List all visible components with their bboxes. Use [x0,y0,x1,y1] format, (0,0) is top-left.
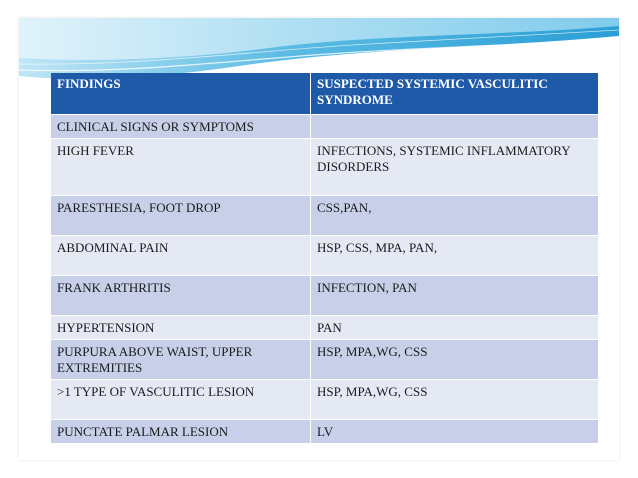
table-row [51,379,599,419]
syndrome-cell: INFECTION, PAN [311,275,599,315]
slide [19,18,619,460]
finding-cell: >1 TYPE OF VASCULITIC LESION [51,379,311,419]
table-header-row [51,73,599,114]
header-suspected-syndrome: SUSPECTED SYSTEMIC VASCULITIC SYNDROME [311,73,599,114]
table-row [51,235,599,275]
table-row [51,315,599,339]
syndrome-cell: HSP, MPA,WG, CSS [311,379,599,419]
syndrome-cell [311,114,599,138]
syndrome-cell: HSP, CSS, MPA, PAN, [311,235,599,275]
finding-cell: FRANK ARTHRITIS [51,275,311,315]
vasculitis-findings-table [51,73,599,443]
table-row [51,339,599,379]
table-row [51,195,599,235]
header-findings: FINDINGS [51,73,311,114]
finding-cell: PUNCTATE PALMAR LESION [51,419,311,443]
finding-cell: HIGH FEVER [51,138,311,195]
finding-cell: ABDOMINAL PAIN [51,235,311,275]
table-row [51,138,599,195]
finding-cell: HYPERTENSION [51,315,311,339]
table-row [51,419,599,443]
table-row [51,275,599,315]
table-row [51,114,599,138]
syndrome-cell: PAN [311,315,599,339]
syndrome-cell: HSP, MPA,WG, CSS [311,339,599,379]
finding-cell: PARESTHESIA, FOOT DROP [51,195,311,235]
finding-cell: PURPURA ABOVE WAIST, UPPER EXTREMITIES [51,339,311,379]
syndrome-cell: INFECTIONS, SYSTEMIC INFLAMMATORY DISORDERS [311,138,599,195]
syndrome-cell: CSS,PAN, [311,195,599,235]
finding-cell: CLINICAL SIGNS OR SYMPTOMS [51,114,311,138]
syndrome-cell: LV [311,419,599,443]
